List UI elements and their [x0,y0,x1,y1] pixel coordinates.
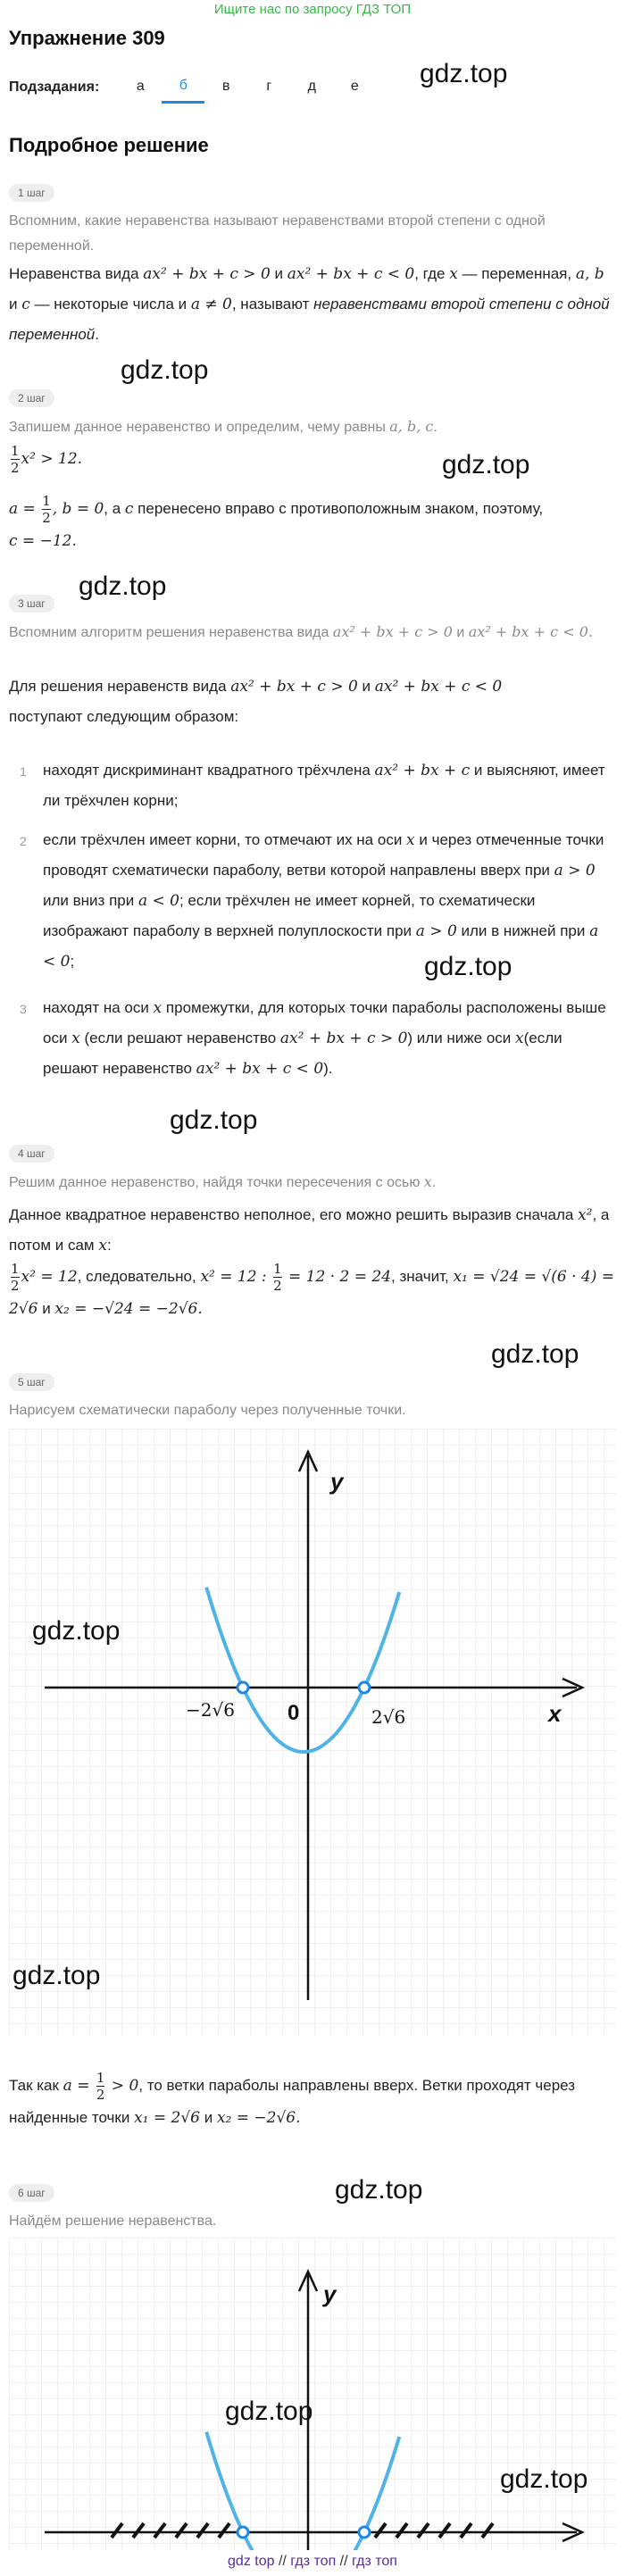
watermark: gdz.top [424,952,512,981]
watermark: gdz.top [500,2464,588,2494]
footer-link[interactable]: gdz top [228,2554,275,2569]
list-item: находят дискриминант квадратного трёхчлена ax² + bx + c и выясняют, имеет ли трёхчлен корни; [43,762,605,809]
watermark: gdz.top [491,1339,579,1369]
solution-graph [9,2238,616,2550]
step-hint: Нарисуем схематически параболу через полученные точки. [9,1403,406,1418]
step-badge: 1 шаг [9,184,54,202]
tab-a[interactable]: а [136,79,145,94]
step-badge: 4 шаг [9,1145,54,1163]
step-hint: Вспомним алгоритм решения неравенства вида ax² + bx + c > 0 и ax² + bx + c < 0. [9,623,593,640]
list-number: 1 [20,764,27,779]
root-point-right [359,1682,370,1693]
step-text: Данное квадратное неравенство неполное, его можно решить выразив сначала x², а потом и сам x: $\frac{1}{2}$ x² = 12, следовательно, x² = 12 : $\frac{1}{2}$ = 12 · 2 = 24, значит, x₁ = √24 = √(6 · 4) = 2√6 и x₂ = −√24 = −2√6. [9,1206,614,1318]
watermark: gdz.top [420,59,508,88]
list-item: находят на оси x промежутки, для которых точки параболы расположены выше оси x (если решают неравенство ax² + bx + c > 0) или ниже оси x(если решают неравенство ax² + bx + c < 0). [43,999,606,1078]
tab-g[interactable]: г [266,79,272,94]
watermark: gdz.top [12,1961,101,1990]
footer-links: gdz top // гдз топ // гдз топ [228,2554,397,2569]
tab-b[interactable]: б [162,72,204,104]
promo-banner[interactable]: Ищите нас по запросу ГДЗ ТОП [213,2,412,17]
section-title: Подробное решение [9,134,209,156]
watermark: gdz.top [335,2175,423,2205]
watermark: gdz.top [170,1105,258,1135]
step-hint: Вспомним, какие неравенства называют неравенствами второй степени с одной переменной. [9,213,546,254]
watermark: gdz.top [121,355,209,385]
watermark: gdz.top [442,450,530,479]
y-axis-label: y [330,1468,344,1495]
step-hint: Найдём решение неравенства. [9,2213,217,2229]
watermark: gdz.top [79,571,167,601]
coefficients: a = $\frac{1}{2}$ , b = 0, а c перенесено вправо с противоположным знаком, поэтому, c = −12. [9,493,544,550]
step-badge: 2 шаг [9,389,54,407]
page-title: Упражнение 309 [9,27,165,49]
footer-link[interactable]: гдз топ [352,2554,397,2569]
watermark: gdz.top [32,1616,121,1646]
algorithm-intro: Для решения неравенств вида ax² + bx + c > 0 и ax² + bx + c < 0 поступают следующим образом: [9,678,503,725]
step-hint: Решим данное неравенство, найдя точки пересечения с осью x. [9,1173,437,1190]
tab-v[interactable]: в [222,79,230,94]
step-badge: 3 шаг [9,595,54,613]
root-label-left: −2√6 [186,1699,235,1721]
y-axis-label: y [323,2280,337,2307]
root-point-left [238,1682,248,1693]
x-axis-label: x [548,1700,562,1727]
inequality: $\frac{1}{2}$ x² > 12. [11,443,83,476]
list-number: 3 [20,1002,27,1016]
root-label-right: 2√6 [371,1706,406,1728]
step-hint: Запишем данное неравенство и определим, чему равны a, b, c. [9,418,438,435]
list-item: если трёхчлен имеет корни, то отмечают их на оси x и через отмеченные точки проводят схематически параболу, ветви которой направлены вверх при a > 0 или вниз при a < 0; если трёхчлен не имеет корней, то схематически изображают параболу в верхней полуплоскости при a > 0 или в нижней при a < 0; [43,831,604,971]
watermark: gdz.top [225,2397,313,2426]
tab-d[interactable]: д [307,79,316,94]
step-badge: 6 шаг [9,2184,54,2202]
parabola-graph [9,1429,616,2036]
subtasks-label: Подзадания: [9,79,100,95]
step-badge: 5 шаг [9,1373,54,1391]
subtasks-bar [9,73,376,102]
origin-label: 0 [288,1701,300,1725]
list-number: 2 [20,834,27,848]
footer-link[interactable]: гдз топ [290,2554,337,2569]
conclusion-text: Так как a = $\frac{1}{2}$ > 0, то ветки параболы направлены вверх. Ветки проходят через найденные точки x₁ = 2√6 и x₂ = −2√6. [9,2070,576,2127]
root-point-left [238,2527,248,2538]
step-text: Неравенства вида ax² + bx + c > 0 и ax² + bx + c < 0, где x — переменная, a, b и c — некоторые числа и a ≠ 0, называют неравенствами второй степени с одной переменной. [9,265,610,343]
tab-e[interactable]: е [350,79,359,94]
root-point-right [359,2527,370,2538]
